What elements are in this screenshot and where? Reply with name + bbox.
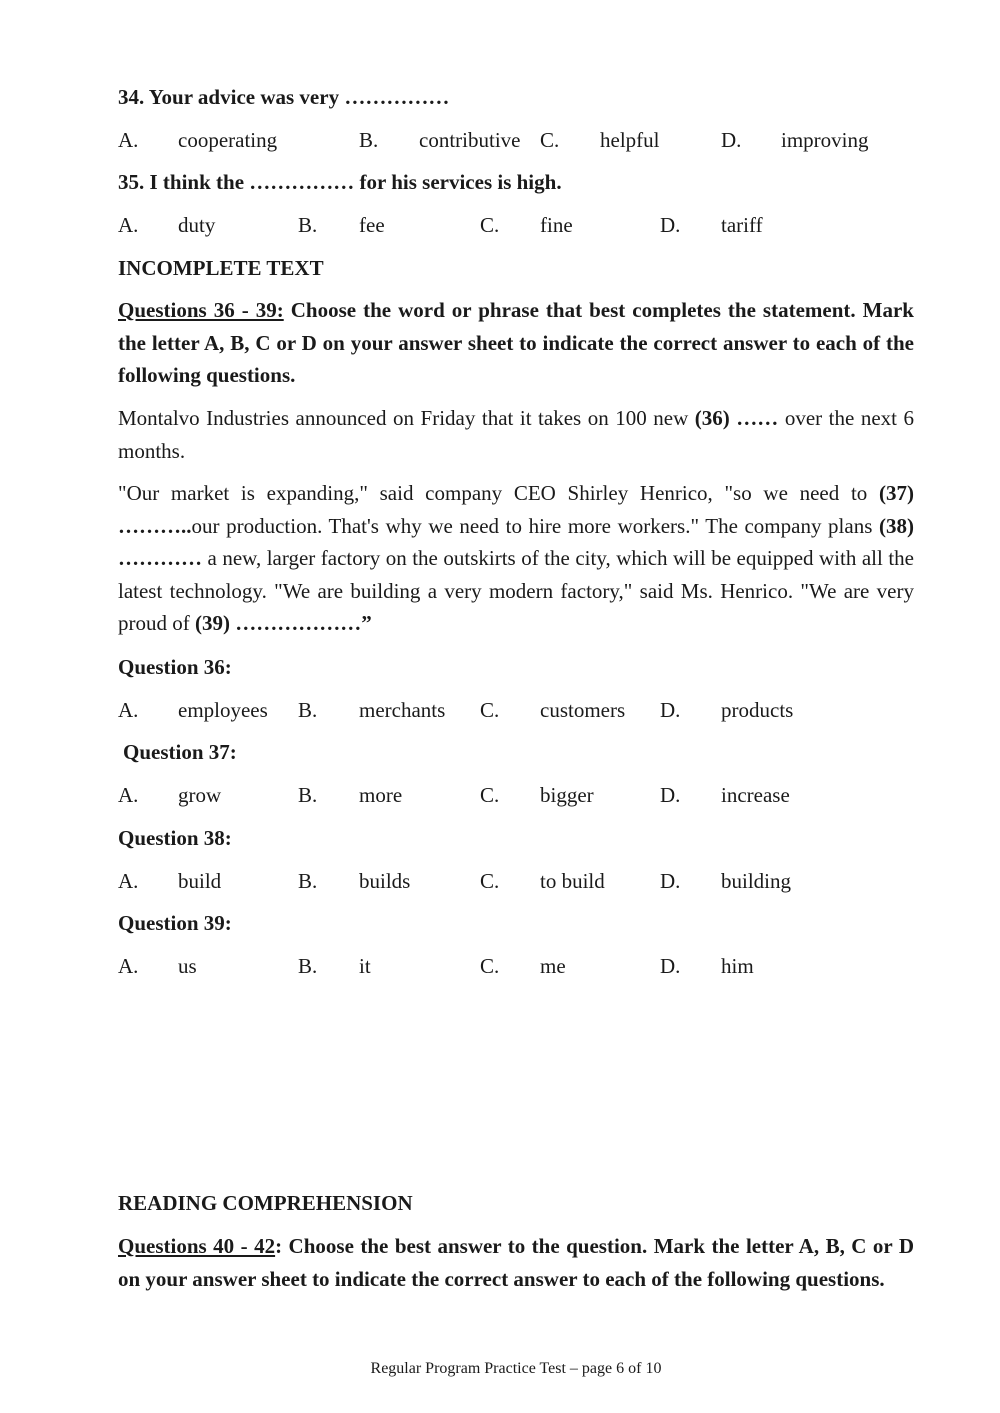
option-text: tariff [721,213,763,237]
passage-text: a new, larger factory on the outskirts of the city, which will be equipped with all the latest technology. "We are building a very modern factory," said Ms. Henrico. "We are very proud of [118,546,914,635]
option-text: products [721,698,794,722]
instructions-text: Choose the best answer to the question [282,1234,642,1258]
question-38-label: Question 38: [118,826,232,850]
option-text: bigger [540,783,594,807]
option-letter: B. [298,783,318,807]
passage-text: our production. That's why we need to hire more workers." The company plans [191,513,879,538]
option-letter: A. [118,698,139,722]
option-letter: A. [118,128,139,152]
blank-36: (36) …… [694,406,779,430]
passage-text: "Our market is expanding," said company CEO Shirley Henrico, "so we need to [118,481,879,505]
option-letter: C. [540,128,560,152]
option-letter: C. [480,869,500,893]
option-letter: C. [480,698,500,722]
option-text: improving [781,128,869,152]
instructions-label: Questions 36 - 39: [118,298,284,322]
option-letter: B. [298,213,318,237]
option-letter: A. [118,954,139,978]
page-footer: Regular Program Practice Test – page 6 of 10 [370,1360,662,1377]
option-text: me [540,954,566,978]
option-letter: D. [721,128,742,152]
option-text: him [721,954,754,978]
question-37-label: Question 37: [123,740,237,764]
blank-38: (38) ………… [118,513,914,570]
option-letter: D. [660,783,681,807]
option-text: merchants [359,698,446,722]
question-39-label: Question 39: [118,911,232,935]
option-text: increase [721,783,790,807]
instructions-40-42 [118,1230,914,1295]
option-letter: B. [359,128,379,152]
option-text: employees [178,698,268,722]
blank-37: (37) ……….. [118,481,914,538]
option-letter: B. [298,869,318,893]
question-35-prompt: 35. I think the …………… for his services is high. [118,170,562,194]
instructions-36-39 [118,294,914,392]
option-text: us [178,954,197,978]
instructions-colon: : [275,1234,283,1258]
option-letter: C. [480,954,500,978]
passage-paragraph-2 [118,477,914,640]
option-letter: B. [298,954,318,978]
option-text: it [359,954,371,978]
option-text: more [359,783,403,807]
option-letter: B. [298,698,318,722]
option-text: grow [178,783,222,807]
option-letter: D. [660,869,681,893]
passage-text: Montalvo Industries announced on Friday that it takes on 100 new [118,406,695,430]
option-letter: C. [480,213,500,237]
option-letter: A. [118,783,139,807]
option-letter: A. [118,869,139,893]
option-text: cooperating [178,128,278,152]
option-text: to build [540,869,605,893]
blank-39: (39) ………………” [195,611,372,635]
option-text: builds [359,869,411,893]
option-text: duty [178,213,216,237]
section-heading-reading-comprehension: READING COMPREHENSION [118,1191,413,1215]
option-text: building [721,869,792,893]
option-letter: D. [660,954,681,978]
question-34-prompt: 34. Your advice was very …………… [118,85,450,109]
instructions-text: Choose the word or phrase that best completes the statement. Mark the letter A, B, C or D on your answer sheet to indicate the correct answer to each of the following questions. [118,298,914,387]
option-text: customers [540,698,626,722]
passage-text: over the next 6 months. [118,406,914,463]
option-letter: A. [118,213,139,237]
option-text: fee [359,213,385,237]
section-heading-incomplete-text: INCOMPLETE TEXT [118,256,324,280]
instructions-label: Questions 40 - 42 [118,1234,276,1258]
instructions-text: . Mark the letter A, B, C or D on your answer sheet to indicate the correct answer to each of the following questions. [118,1234,914,1291]
passage-paragraph-1 [118,402,914,467]
option-text: helpful [600,128,660,152]
question-36-label: Question 36: [118,655,232,679]
option-letter: C. [480,783,500,807]
option-text: fine [540,213,573,237]
option-letter: D. [660,698,681,722]
option-text: build [178,869,222,893]
option-letter: D. [660,213,681,237]
option-text: contributive [419,128,521,152]
